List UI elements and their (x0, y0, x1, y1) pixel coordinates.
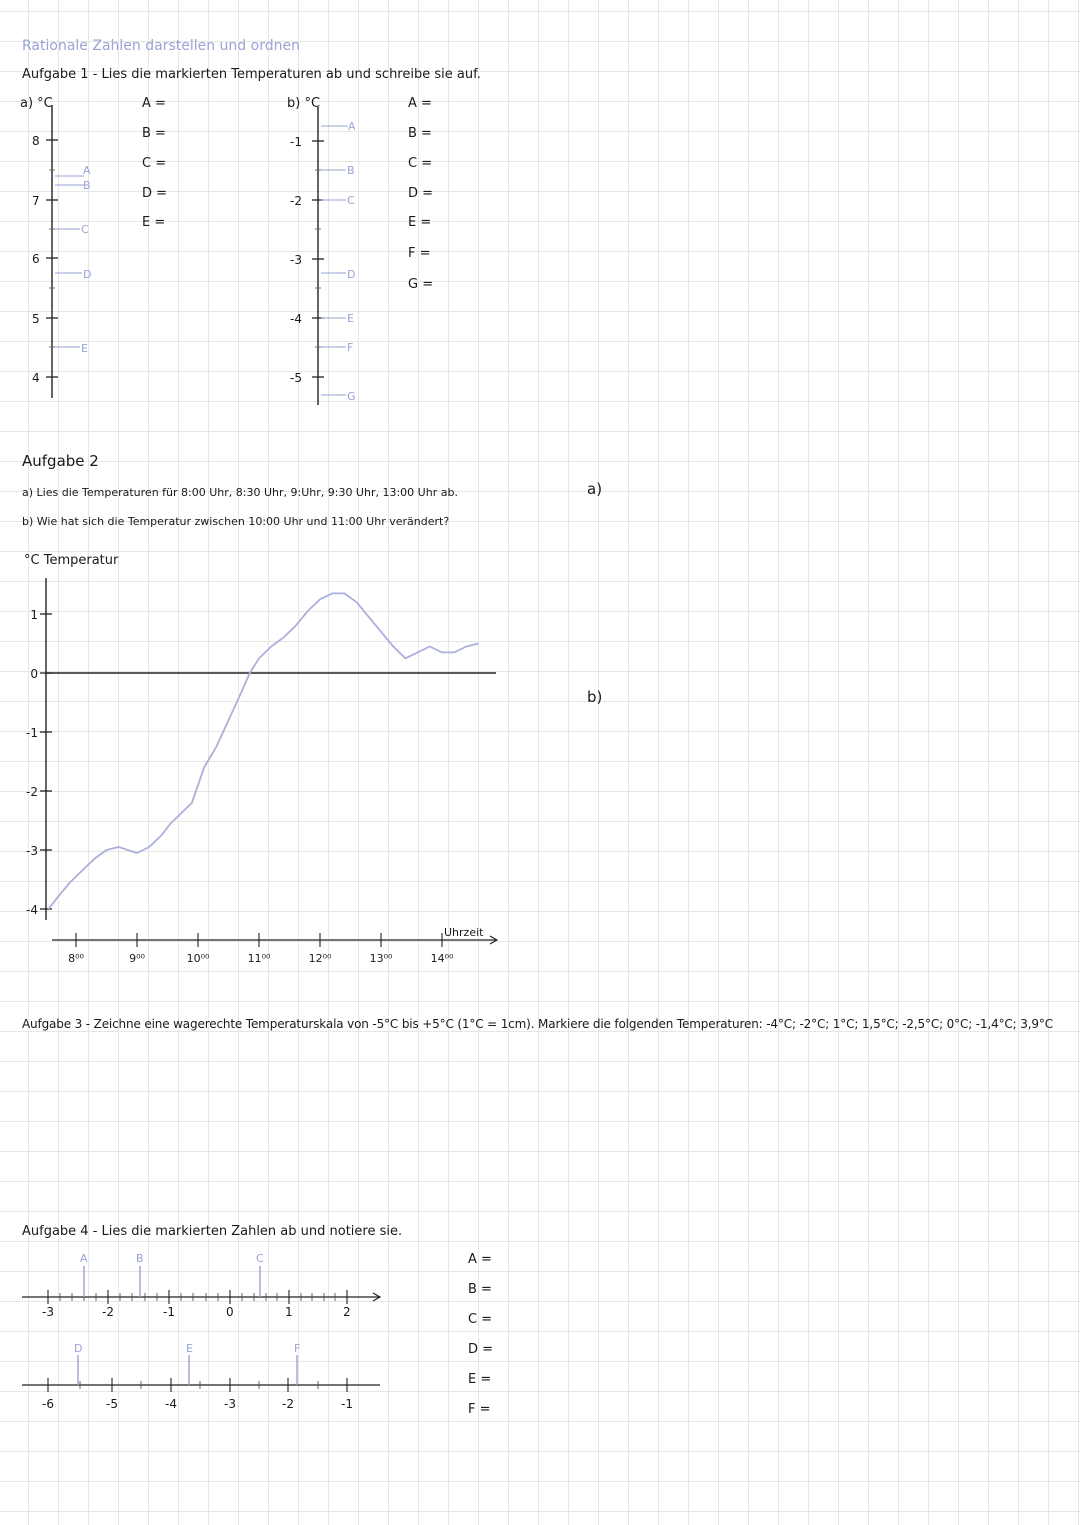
task1a-tick-4: 4 (32, 371, 40, 385)
numberline1-tick-0: 0 (226, 1305, 234, 1319)
task2-question-a: a) Lies die Temperaturen für 8:00 Uhr, 8:30 Uhr, 9:Uhr, 9:30 Uhr, 13:00 Uhr ab. (22, 486, 458, 499)
numberline2-tick-minus6: -6 (42, 1397, 54, 1411)
numberline2-tick-minus2: -2 (282, 1397, 294, 1411)
task1b-answer-A: A = (408, 96, 432, 111)
task1b-unit-label: b) °C (287, 96, 321, 111)
numberline2-tick-minus3: -3 (224, 1397, 236, 1411)
task1a-answer-A: A = (142, 96, 166, 111)
task2-answer-a-label: a) (587, 480, 603, 498)
chart-y-tick-label: 1 (30, 608, 38, 622)
task1b-answer-F: F = (408, 246, 431, 261)
task1a-marker-D: D (83, 268, 92, 281)
task1b-answer-B: B = (408, 126, 432, 141)
task1b-marker-A: A (348, 120, 356, 133)
task1b-tick-minus4: -4 (290, 312, 302, 326)
numberline1-tick-minus1: -1 (163, 1305, 175, 1319)
numberline2-tick-minus5: -5 (106, 1397, 118, 1411)
task1b-answer-D: D = (408, 186, 434, 201)
chart-x-tick-label: 13⁰⁰ (369, 952, 393, 965)
task1a-tick-6: 6 (32, 252, 40, 266)
task1a-marker-E: E (81, 342, 88, 355)
numberline1-tick-1: 1 (285, 1305, 293, 1319)
numberline2-marker-D: D (74, 1342, 83, 1355)
chart-y-tick-label: 0 (30, 667, 38, 681)
numberline2-marker-E: E (186, 1342, 193, 1355)
chart-x-tick-label: 10⁰⁰ (186, 952, 210, 965)
task1a-answer-D: D = (142, 186, 168, 201)
task1b-tick-minus3: -3 (290, 253, 302, 267)
task1a-marker-C: C (81, 223, 89, 236)
task4-answer-F: F = (468, 1402, 491, 1417)
chart-x-tick-label: 14⁰⁰ (430, 952, 454, 965)
task2-heading: Aufgabe 2 (22, 452, 99, 470)
task1a-tick-7: 7 (32, 194, 40, 208)
task1b-marker-E: E (347, 312, 354, 325)
task1b-answer-C: C = (408, 156, 433, 171)
task1b-marker-C: C (347, 194, 355, 207)
chart-y-tick-label: -2 (26, 785, 38, 799)
page-title: Rationale Zahlen darstellen und ordnen (22, 38, 300, 54)
task1a-answer-B: B = (142, 126, 166, 141)
task1a-marker-B: B (83, 179, 91, 192)
task1b-marker-F: F (347, 341, 354, 354)
chart-xlabel: Uhrzeit (444, 926, 484, 939)
numberline2-marker-F: F (294, 1342, 301, 1355)
chart-x-tick-label: 8⁰⁰ (68, 952, 84, 965)
chart-y-tick-label: -1 (26, 726, 38, 740)
task1a-answer-E: E = (142, 215, 166, 230)
chart-x-tick-label: 9⁰⁰ (129, 952, 145, 965)
task1a-marker-A: A (83, 164, 91, 177)
task1-heading: Aufgabe 1 - Lies die markierten Temperaturen ab und schreibe sie auf. (22, 67, 481, 82)
task2-question-b: b) Wie hat sich die Temperatur zwischen 10:00 Uhr und 11:00 Uhr verändert? (22, 515, 450, 528)
numberline1-tick-minus2: -2 (102, 1305, 114, 1319)
numberline1-marker-C: C (256, 1252, 264, 1265)
chart-y-tick-label: -4 (26, 903, 38, 917)
chart-x-tick-label: 12⁰⁰ (308, 952, 332, 965)
task1b-marker-G: G (347, 390, 356, 403)
chart-y-tick-label: -3 (26, 844, 38, 858)
numberline2-tick-minus1: -1 (341, 1397, 353, 1411)
task1b-marker-D: D (347, 268, 356, 281)
task1a-tick-8: 8 (32, 134, 40, 148)
task1a-tick-5: 5 (32, 312, 40, 326)
task4-answer-A: A = (468, 1252, 492, 1267)
task4-answer-E: E = (468, 1372, 492, 1387)
task1b-answer-E: E = (408, 215, 432, 230)
task4-answer-B: B = (468, 1282, 492, 1297)
task1b-tick-minus1: -1 (290, 135, 302, 149)
task1b-tick-minus5: -5 (290, 371, 302, 385)
chart-x-tick-label: 11⁰⁰ (247, 952, 271, 965)
numberline1-marker-B: B (136, 1252, 144, 1265)
task3-heading: Aufgabe 3 - Zeichne eine wagerechte Temperaturskala von -5°C bis +5°C (1°C = 1cm). Markiere die folgenden Temperaturen: -4°C; -2°C; 1°C; 1,5°C; -2,5°C; 0°C; -1,4°C; 3,9°C (22, 1017, 1053, 1031)
task1b-marker-B: B (347, 164, 355, 177)
task1b-tick-minus2: -2 (290, 194, 302, 208)
numberline1-tick-2: 2 (343, 1305, 351, 1319)
numberline1-marker-A: A (80, 1252, 88, 1265)
task1a-unit-label: a) °C (20, 96, 53, 111)
task4-heading: Aufgabe 4 - Lies die markierten Zahlen ab und notiere sie. (22, 1224, 403, 1239)
numberline2-tick-minus4: -4 (165, 1397, 177, 1411)
numberline1-tick-minus3: -3 (42, 1305, 54, 1319)
task4-answer-D: D = (468, 1342, 494, 1357)
task1b-answer-G: G = (408, 277, 434, 292)
task4-answer-C: C = (468, 1312, 493, 1327)
chart-ylabel: °C Temperatur (24, 553, 119, 568)
task1a-answer-C: C = (142, 156, 167, 171)
task2-answer-b-label: b) (587, 688, 603, 706)
